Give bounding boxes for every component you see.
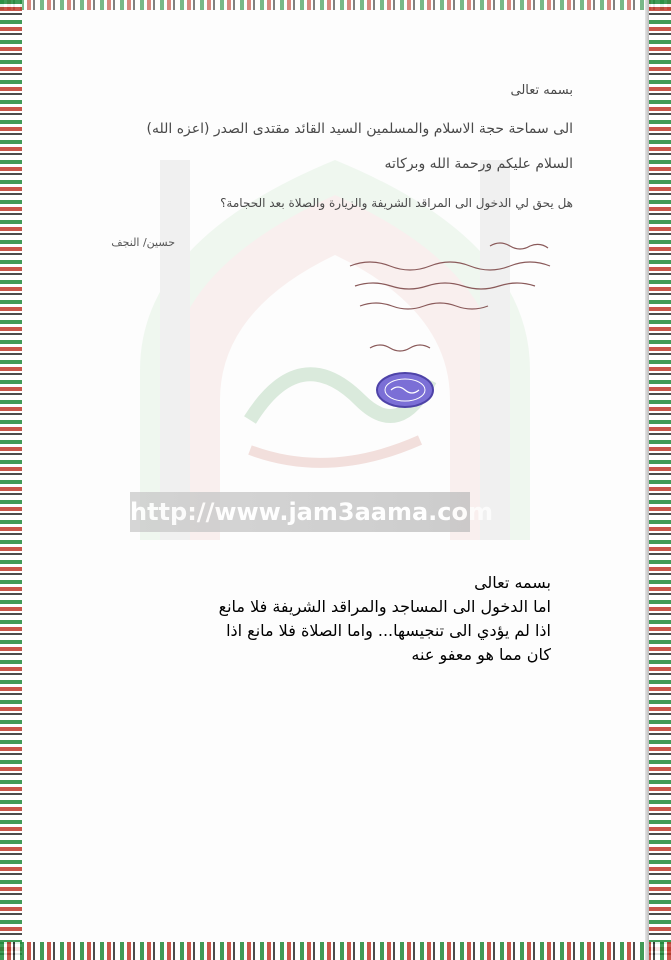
answer-line-3: اذا لم يؤدي الى تنجيسها... واما الصلاة فلا مانع اذا	[226, 621, 551, 640]
watermark-url: http://www.jam3aama.com	[130, 492, 470, 532]
question-greeting: السلام عليكم ورحمة الله وبركاته	[384, 156, 573, 172]
answer-line-4: كان مما هو معفو عنه	[411, 645, 551, 664]
bottom-decorative-border	[0, 942, 671, 960]
answer-line-2: اما الدخول الى المساجد والمراقد الشريفة فلا مانع	[218, 597, 551, 616]
handwritten-reply	[330, 238, 570, 368]
question-text: هل يحق لي الدخول الى المراقد الشريفة والزيارة والصلاة بعد الحجامة؟	[220, 196, 573, 210]
question-basmala: بسمه تعالى	[510, 83, 573, 98]
answer-basmala: بسمه تعالى	[474, 573, 551, 592]
scan-edge	[645, 0, 649, 960]
top-border	[0, 0, 671, 10]
question-signature: حسين/ النجف	[111, 236, 175, 249]
seal-stamp	[375, 370, 435, 410]
question-addressee: الى سماحة حجة الاسلام والمسلمين السيد القائد مقتدى الصدر (اعزه الله)	[146, 121, 573, 137]
left-decorative-border	[0, 0, 22, 960]
right-decorative-border	[649, 0, 671, 960]
